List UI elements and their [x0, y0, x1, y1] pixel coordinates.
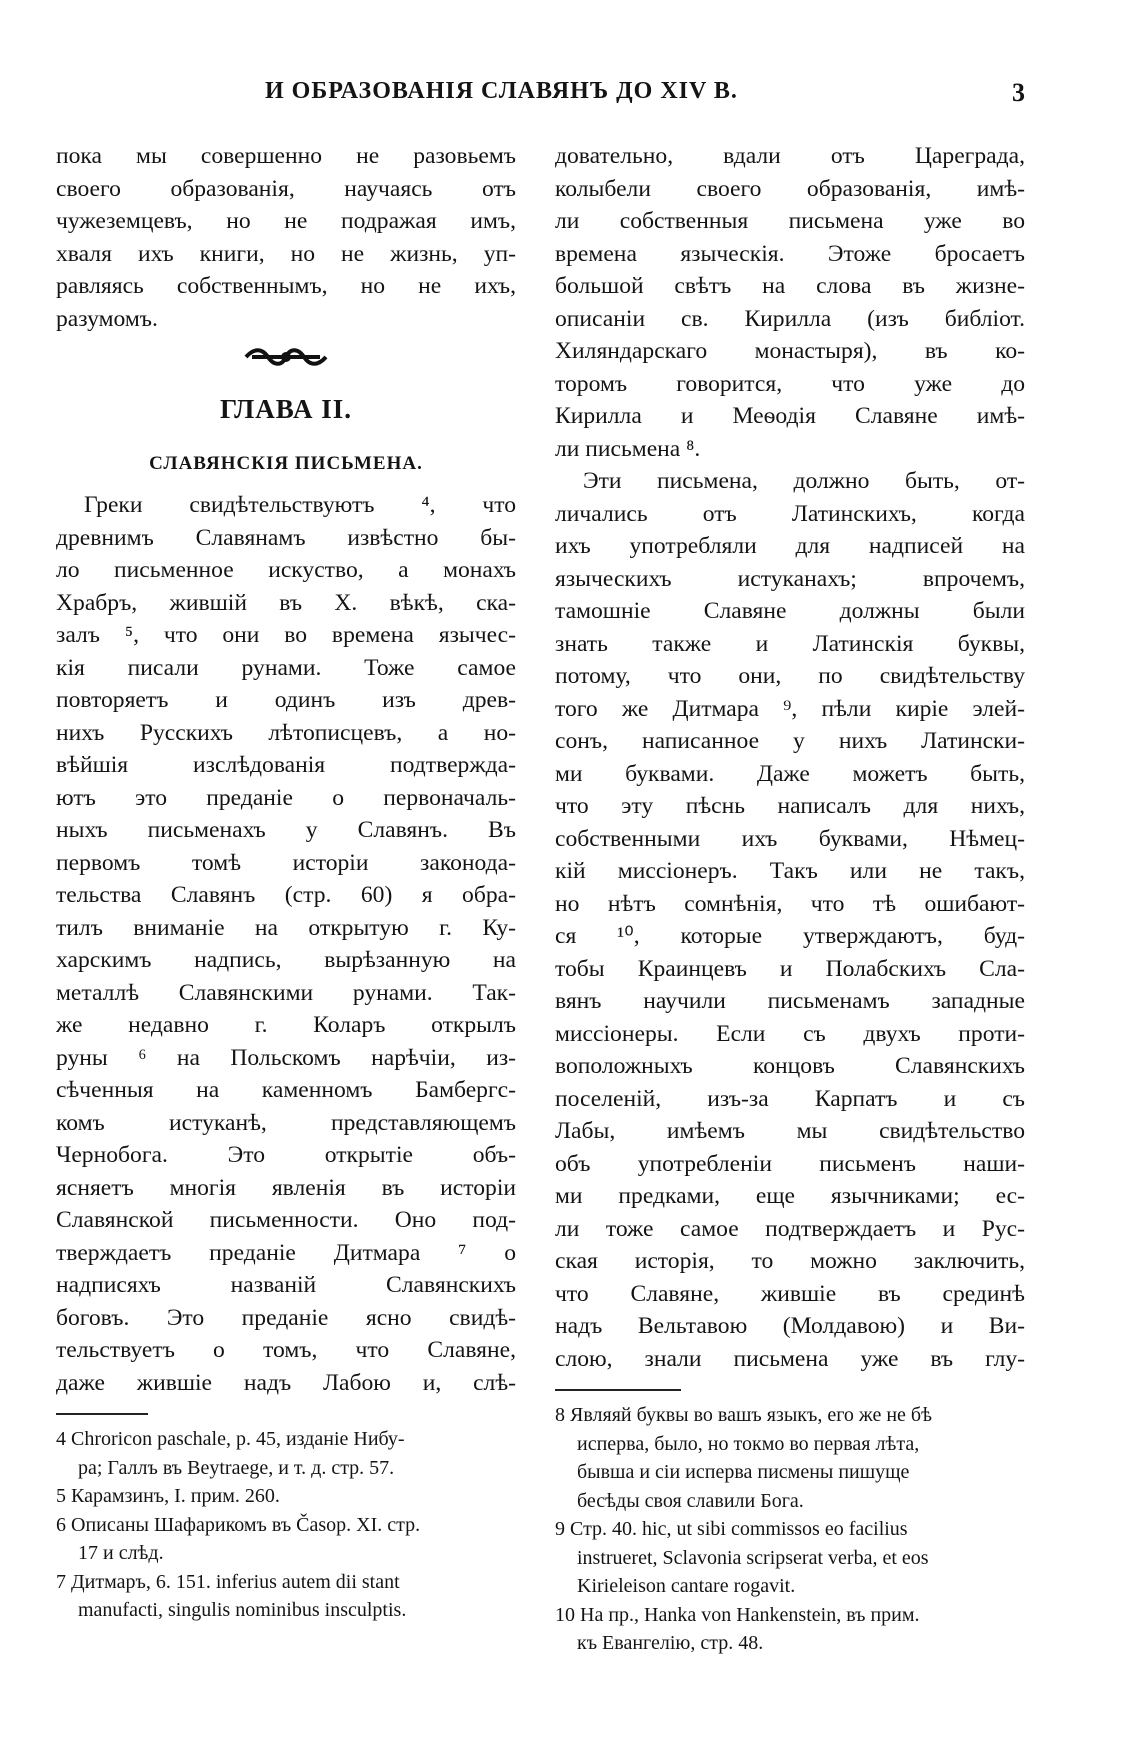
paragraph-closing: [56, 140, 516, 335]
text-line: ли собственныя письмена уже во: [555, 208, 1025, 234]
text-line: потому, что они, по свидѣтельству: [555, 663, 1025, 689]
footnote: [56, 1511, 516, 1568]
text-line: тверждаетъ преданіе Дитмара ⁷ о: [56, 1239, 516, 1266]
text-line: руны ⁶ на Польскомъ нарѣчіи, из-: [56, 1044, 516, 1071]
paragraph-main: [56, 489, 516, 1399]
text-line: чужеземцевъ, но не подражая имъ,: [56, 208, 516, 234]
text-line: языческихъ истуканахъ; впрочемъ,: [555, 565, 1025, 592]
text-line: личались отъ Латинскихъ, когда: [555, 500, 1025, 527]
text-line: Кирилла и Меѳодія Славяне имѣ-: [555, 403, 1025, 429]
footnote-text: instrueret, Sclavonia scripserat verba, et eos: [577, 1546, 929, 1569]
section-ornament: [56, 335, 516, 379]
footnote-text: Карамзинъ, I. прим. 260.: [71, 1485, 280, 1507]
text-line: сѣченныя на каменномъ Бамбергс-: [56, 1077, 516, 1103]
text-line: металлѣ Славянскими рунами. Так-: [56, 979, 516, 1006]
footnote-text: 17 и слѣд.: [78, 1542, 164, 1564]
text-line: времена языческія. Этоже бросаетъ: [555, 240, 1025, 267]
footnote-text: бывша и сіи исперва писмены пишуще: [577, 1461, 910, 1483]
text-line: ясняетъ многія явленія въ исторіи: [56, 1174, 516, 1201]
text-line: вѣйшія изслѣдованія подтвержда-: [56, 752, 516, 778]
footnote-number: 6: [56, 1513, 66, 1536]
text-line: залъ ⁵, что они во времена язычес-: [56, 622, 516, 648]
text-line: тельствуетъ о томъ, что Славяне,: [56, 1337, 516, 1363]
text-line: большой свѣтъ на слова въ жизне-: [555, 273, 1025, 299]
text-line: Чернобога. Это открытіе объ-: [56, 1142, 516, 1168]
text-line: ли тоже самое подтверждаетъ и Рус-: [555, 1215, 1025, 1242]
text-line: колыбели своего образованія, имѣ-: [555, 175, 1025, 202]
footnote-number: 10: [555, 1603, 575, 1626]
text-line: поселеній, изъ-за Карпатъ и съ: [555, 1085, 1025, 1112]
chapter-title: ГЛАВА II.: [219, 394, 353, 424]
text-line: тобы Краинцевъ и Полабскихъ Сла-: [555, 955, 1025, 982]
text-line: но нѣтъ сомнѣнія, что тѣ ошибают-: [555, 890, 1025, 917]
text-line: ся ¹⁰, которые утверждаютъ, буд-: [555, 923, 1025, 949]
running-header: [0, 78, 1140, 118]
text-line: кія писали рунами. Тоже самое: [56, 654, 516, 681]
text-line: объ употребленіи письменъ наши-: [555, 1150, 1025, 1177]
footnote-number: 9: [555, 1518, 565, 1540]
footnote-text: Являяй буквы во вашъ языкъ, его же не бѣ: [570, 1404, 932, 1426]
text-line: Хиляндарскаго монастыря), въ ко-: [555, 338, 1025, 364]
text-line: Греки свидѣтельствуютъ ⁴, что: [84, 492, 516, 518]
footnote: [555, 1515, 1025, 1601]
footnote-text: къ Евангелію, стр. 48.: [577, 1632, 764, 1654]
footnote: [555, 1401, 1025, 1515]
text-line: того же Дитмара ⁹, пѣли киріе элей-: [555, 695, 1025, 722]
footnote-text: исперва, было, но токмо во первая лѣта,: [577, 1432, 920, 1455]
text-line: древнимъ Славянамъ извѣстно бы-: [56, 524, 516, 551]
text-line: кій миссіонеръ. Такъ или не такъ,: [555, 858, 1025, 884]
text-line: харскимъ надпись, вырѣзанную на: [56, 947, 516, 973]
text-line: первомъ томѣ исторіи законода-: [56, 849, 516, 876]
text-line: разумомъ.: [56, 305, 158, 332]
text-line: ли письмена ⁸.: [555, 435, 701, 462]
running-head-title: И ОБРАЗОВАНІЯ СЛАВЯНЪ ДО XIV В.: [265, 78, 738, 104]
text-line: что эту пѣснь написалъ для нихъ,: [555, 793, 1025, 819]
text-line: торомъ говорится, что уже до: [555, 370, 1025, 397]
footnote-text: На пр., Hanka von Hankenstein, въ прим.: [580, 1603, 920, 1626]
text-line: ская исторія, то можно заключить,: [555, 1248, 1025, 1274]
footnotes-right: [555, 1401, 1025, 1658]
text-line: миссіонеры. Если съ двухъ проти-: [555, 1020, 1025, 1047]
footnote-text: Kirieleison cantare rogavit.: [577, 1575, 796, 1597]
text-line: хваля ихъ книги, но не жизнь, уп-: [56, 240, 516, 267]
footnote-number: 8: [555, 1404, 565, 1426]
text-line: ютъ это преданіе о первоначаль-: [56, 784, 516, 811]
text-line: сонъ, написанное у нихъ Латински-: [555, 728, 1025, 754]
text-line: вянъ научили письменамъ западные: [555, 988, 1025, 1014]
footnote-text: Дитмаръ, 6. 151. inferius autem dii stant: [71, 1570, 400, 1593]
text-line: ихъ употребляли для надписей на: [555, 533, 1025, 559]
text-line: ми буквами. Даже можетъ быть,: [555, 760, 1025, 787]
footnote: [56, 1425, 516, 1482]
text-line: ныхъ письменахъ у Славянъ. Въ: [56, 817, 516, 843]
footnote-text: Стр. 40. hic, ut sibi commissos eo facilius: [570, 1518, 908, 1540]
page-number: 3: [1012, 78, 1025, 107]
footnote: [56, 1482, 516, 1511]
footnote-number: 7: [56, 1570, 66, 1593]
text-line: же недавно г. Коларъ открылъ: [56, 1012, 516, 1038]
text-line: нихъ Русскихъ лѣтописцевъ, а но-: [56, 719, 516, 746]
text-line: боговъ. Это преданіе ясно свидѣ-: [56, 1304, 516, 1331]
text-line: повторяетъ и одинъ изъ древ-: [56, 687, 516, 713]
ornament-icon: [244, 346, 328, 368]
text-line: ми предками, еще язычниками; ес-: [555, 1183, 1025, 1209]
text-line: пока мы совершенно не разовьемъ: [56, 143, 516, 169]
footnotes-left: [56, 1425, 516, 1625]
text-line: равляясь собственнымъ, но не ихъ,: [56, 273, 516, 299]
text-line: знать также и Латинскія буквы,: [555, 630, 1025, 657]
text-line: Храбръ, жившій въ X. вѣкѣ, ска-: [56, 589, 516, 616]
text-line: Славянской письменности. Оно под-: [56, 1207, 516, 1233]
footnote-text: manufacti, singulis nominibus insculptis.: [78, 1599, 407, 1621]
right-column: [555, 140, 1025, 1658]
text-line: Лабы, имѣемъ мы свидѣтельство: [555, 1118, 1025, 1144]
footnote: [56, 1568, 516, 1625]
footnote-text: бесѣды своя славили Бога.: [577, 1489, 804, 1512]
text-line: надъ Вельтавою (Молдавою) и Ви-: [555, 1313, 1025, 1339]
text-line: слою, знали письмена уже въ глу-: [555, 1345, 1025, 1372]
paragraph-continued: [555, 140, 1025, 465]
text-line: надписяхъ названій Славянскихъ: [56, 1272, 516, 1298]
text-line: воположныхъ концовъ Славянскихъ: [555, 1053, 1025, 1079]
text-line: Эти письмена, должно быть, от-: [583, 468, 1025, 494]
text-line: комъ истуканѣ, представляющемъ: [56, 1109, 516, 1136]
text-line: даже жившіе надъ Лабою и, слѣ-: [56, 1369, 516, 1396]
footnote-text: ра; Галлъ въ Beytraege, и т. д. стр. 57.: [78, 1456, 395, 1479]
text-line: собственными ихъ буквами, Нѣмец-: [555, 825, 1025, 852]
chapter-subtitle: СЛАВЯНСКІЯ ПИСЬМЕНА.: [149, 453, 423, 474]
text-line: тамошніе Славяне должны были: [555, 598, 1025, 624]
footnote-number: 4: [56, 1428, 66, 1450]
text-line: ло письменное искуство, а монахъ: [56, 557, 516, 583]
text-line: своего образованія, научаясь отъ: [56, 175, 516, 202]
text-line: тилъ вниманіе на открытую г. Ку-: [56, 914, 516, 941]
footnote-number: 5: [56, 1485, 66, 1507]
left-column: [56, 140, 516, 1625]
text-line: тельства Славянъ (стр. 60) я обра-: [56, 882, 516, 908]
text-line: довательно, вдали отъ Цареграда,: [555, 143, 1025, 169]
paragraph-main: [555, 465, 1025, 1375]
footnote: [555, 1601, 1025, 1658]
text-line: описаніи св. Кирилла (изъ библіот.: [555, 305, 1025, 332]
footnote-text: Описаны Шафарикомъ въ Časop. XI. стр.: [71, 1513, 421, 1536]
footnote-text: Chroricon paschale, p. 45, изданіе Нибу-: [71, 1428, 405, 1450]
text-line: что Славяне, жившіе въ срединѣ: [555, 1280, 1025, 1307]
